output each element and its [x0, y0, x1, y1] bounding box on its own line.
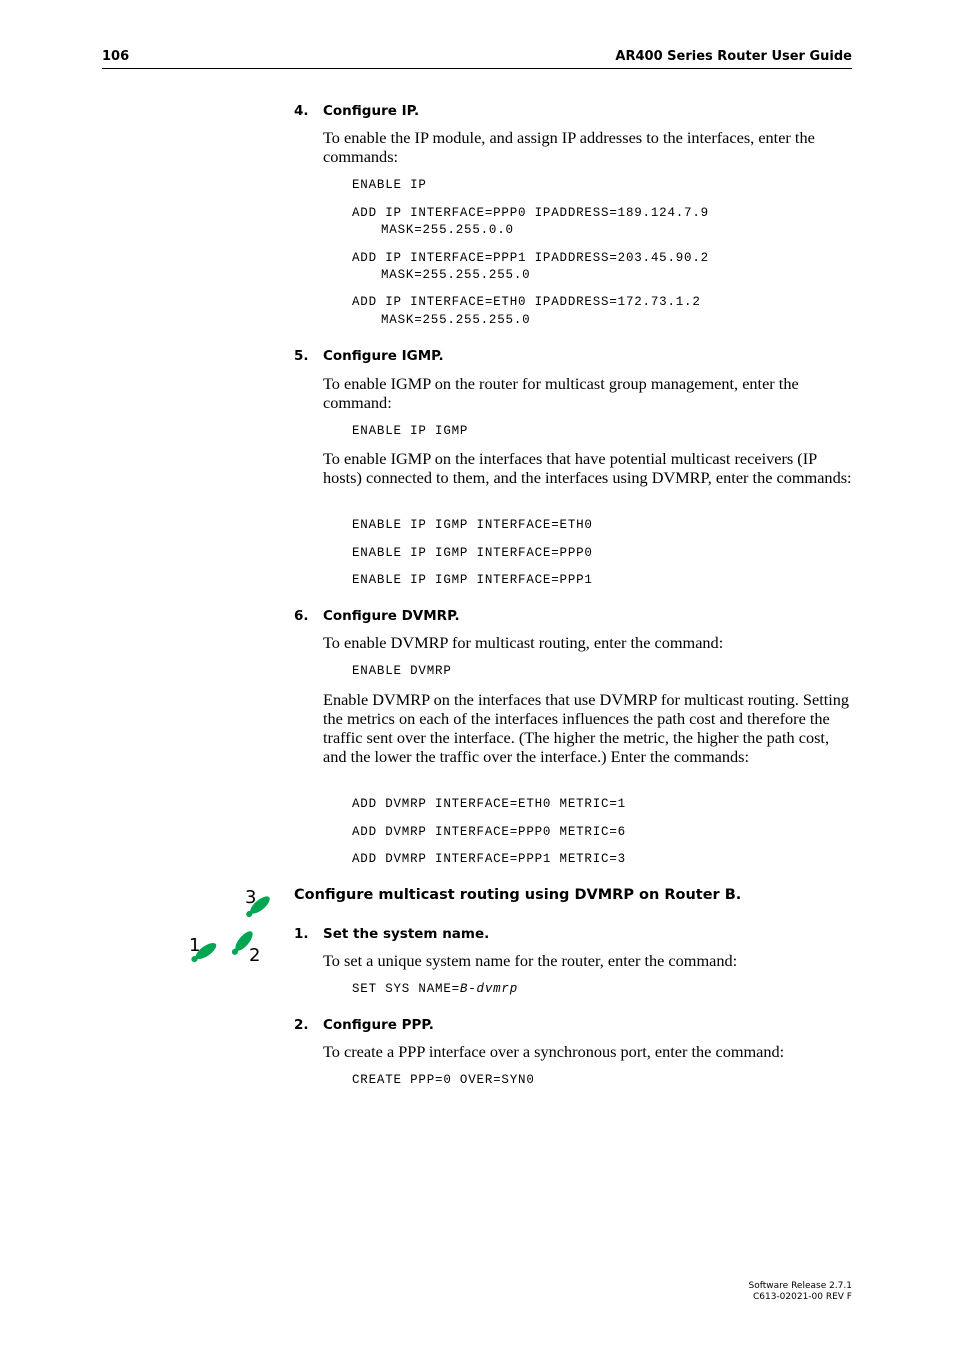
- footstep-number-1: 1: [189, 935, 201, 956]
- command-line: ADD DVMRP INTERFACE=PPP1 METRIC=3: [352, 852, 626, 866]
- command-line: ENABLE IP IGMP INTERFACE=PPP0: [352, 546, 593, 560]
- command-text: SET SYS NAME=: [352, 982, 460, 996]
- command-line: CREATE PPP=0 OVER=SYN0: [352, 1073, 535, 1087]
- page-footer: [749, 1281, 852, 1303]
- command-line-continuation: MASK=255.255.255.0: [381, 268, 531, 282]
- step-text: Enable DVMRP on the interfaces that use DVMRP for multicast routing. Setting the metrics on each of the interfaces influences the path cost and therefore the traffic sent over the interface. (The higher the metric, the higher the path cost, and the lower the traffic over the interface.) Enter the commands:: [323, 690, 850, 766]
- footsteps-icon: [186, 884, 278, 970]
- step-text: To create a PPP interface over a synchronous port, enter the command:: [323, 1042, 785, 1061]
- command-line: ENABLE IP IGMP INTERFACE=PPP1: [352, 573, 593, 587]
- software-release: Software Release 2.7.1: [748, 1281, 852, 1291]
- step-number: 2.: [294, 1017, 309, 1033]
- command-line: ENABLE DVMRP: [352, 664, 452, 678]
- step-number: 4.: [294, 103, 309, 119]
- footstep-number-2: 2: [249, 945, 261, 966]
- command-line: ENABLE IP IGMP: [352, 424, 469, 438]
- footstep-number-3: 3: [245, 887, 257, 908]
- step-number: 6.: [294, 608, 309, 624]
- command-line: ADD DVMRP INTERFACE=ETH0 METRIC=1: [352, 797, 626, 811]
- command-variable: B-dvmrp: [459, 982, 519, 996]
- step-number: 5.: [294, 348, 309, 364]
- step-number: 1.: [294, 926, 309, 942]
- step-label: Configure IP.: [323, 103, 420, 119]
- step-text: To enable IGMP on the interfaces that have potential multicast receivers (IP hosts) connected to them, and the interfaces using DVMRP, enter the commands:: [323, 449, 852, 487]
- command-line: ENABLE IP: [352, 178, 427, 192]
- command-line: ADD IP INTERFACE=PPP1 IPADDRESS=203.45.90.2: [352, 251, 709, 265]
- step-label: Configure PPP.: [323, 1017, 434, 1033]
- command-line: ADD IP INTERFACE=PPP0 IPADDRESS=189.124.7.9: [352, 206, 709, 220]
- command-line-continuation: MASK=255.255.255.0: [381, 313, 531, 327]
- command-line: ADD DVMRP INTERFACE=PPP0 METRIC=6: [352, 825, 626, 839]
- step-text: To set a unique system name for the router, enter the command:: [323, 951, 738, 970]
- section-heading: Configure multicast routing using DVMRP on Router B.: [294, 887, 742, 903]
- page-number: 106: [102, 49, 130, 64]
- step-label: Set the system name.: [323, 926, 490, 942]
- step-text: To enable IGMP on the router for multicast group management, enter the command:: [323, 374, 799, 412]
- command-line: ADD IP INTERFACE=ETH0 IPADDRESS=172.73.1.2: [352, 295, 701, 309]
- command-line-continuation: MASK=255.255.0.0: [381, 223, 514, 237]
- step-label: Configure DVMRP.: [323, 608, 460, 624]
- command-line: [352, 981, 518, 998]
- page-header: [102, 48, 852, 69]
- command-line: ENABLE IP IGMP INTERFACE=ETH0: [352, 518, 593, 532]
- document-title: AR400 Series Router User Guide: [615, 49, 852, 64]
- document-code: C613-02021-00 REV F: [752, 1292, 852, 1302]
- step-label: Configure IGMP.: [323, 348, 444, 364]
- step-text: To enable DVMRP for multicast routing, enter the command:: [323, 633, 724, 652]
- step-text: To enable the IP module, and assign IP addresses to the interfaces, enter the commands:: [323, 128, 815, 166]
